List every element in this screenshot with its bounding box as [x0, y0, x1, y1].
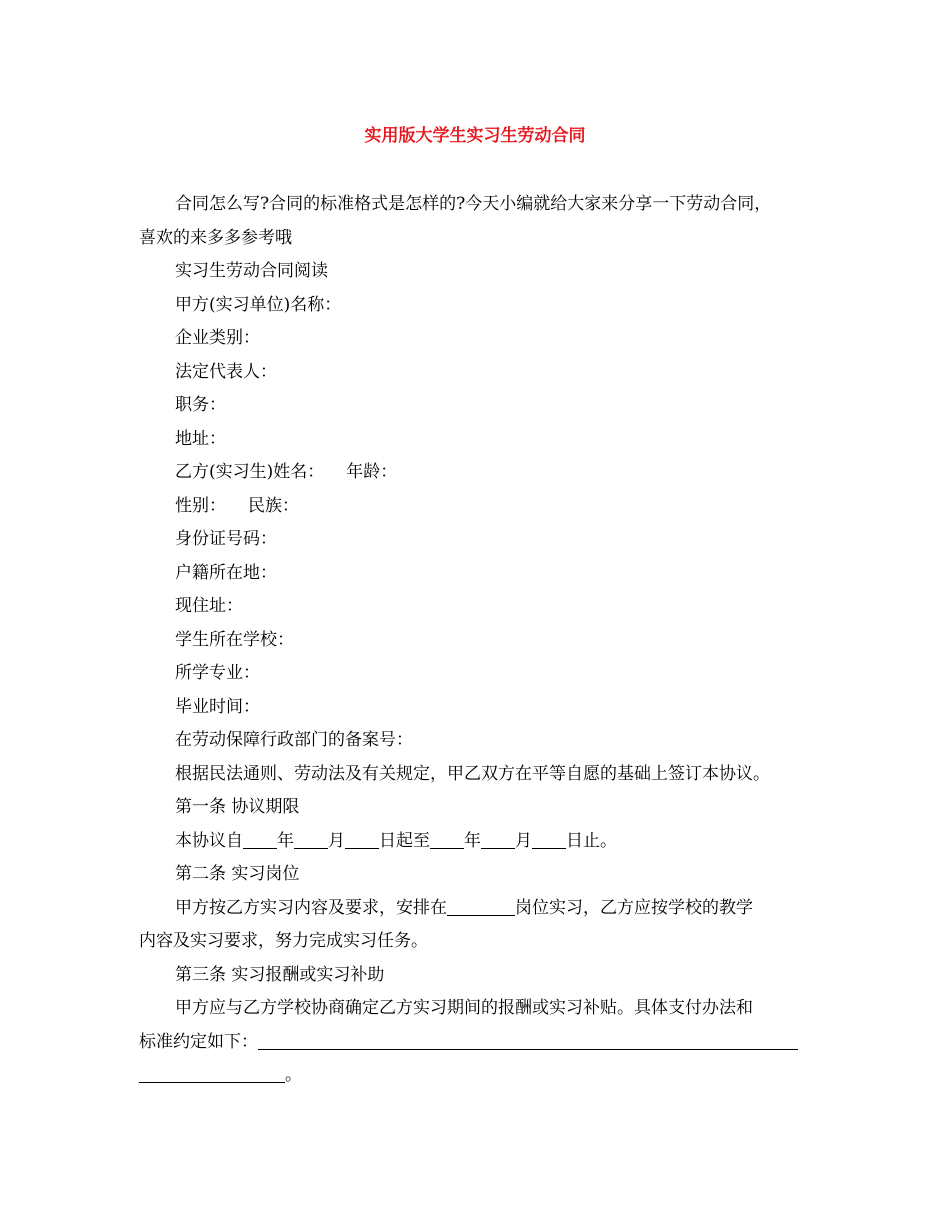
field-graduation: 毕业时间： — [175, 696, 260, 717]
intro-line-2: 喜欢的来多多参考哦 — [139, 227, 292, 248]
field-position: 职务： — [175, 395, 226, 415]
document-title: 实用版大学生实习生劳动合同 — [364, 126, 586, 146]
field-gender-ethnicity — [139, 490, 829, 524]
blank-line — [430, 831, 464, 849]
field-current-address: 现住址： — [175, 596, 243, 616]
article3-text: 。 — [285, 1065, 302, 1085]
field-school: 学生所在学校： — [175, 629, 294, 650]
field-major: 所学专业： — [175, 663, 260, 683]
article3-line-3 — [139, 1059, 829, 1093]
field-party-a-name: 甲方(实习单位)名称： — [175, 294, 342, 315]
article1-term — [139, 825, 829, 859]
article1-heading: 第一条 协议期限 — [175, 797, 300, 817]
field-household: 户籍所在地： — [175, 562, 277, 583]
term-text: 年 — [277, 830, 294, 851]
article3-line-1: 甲方应与乙方学校协商确定乙方实习期间的报酬或实习补贴。具体支付办法和 — [175, 998, 753, 1018]
field-gender: 性别： — [175, 495, 226, 516]
field-filing-number: 在劳动保障行政部门的备案号： — [175, 730, 413, 750]
field-id-number: 身份证号码： — [175, 529, 277, 549]
term-text: 日起至 — [379, 830, 430, 851]
field-address: 地址： — [175, 428, 226, 449]
blank-line — [243, 831, 277, 849]
term-text: 日止。 — [566, 830, 617, 851]
intro-line-1: 合同怎么写?合同的标准格式是怎样的?今天小编就给大家来分享一下劳动合同， — [175, 194, 772, 214]
article2-text: 甲方按乙方实习内容及要求，安排在 — [175, 897, 447, 918]
blank-line — [139, 1065, 285, 1083]
field-ethnicity: 民族： — [248, 495, 299, 516]
blank-line — [447, 898, 515, 916]
term-text: 月 — [328, 830, 345, 851]
term-text: 月 — [515, 830, 532, 851]
article3-text: 标准约定如下： — [139, 1031, 258, 1052]
section-heading: 实习生劳动合同阅读 — [175, 261, 328, 281]
article2-line-2: 内容及实习要求，努力完成实习任务。 — [139, 931, 428, 951]
field-party-b-name: 乙方(实习生)姓名： — [175, 462, 325, 482]
preamble: 根据民法通则、劳动法及有关规定，甲乙双方在平等自愿的基础上签订本协议。 — [175, 763, 770, 784]
blank-line — [258, 1032, 798, 1050]
article2-line-1 — [139, 892, 829, 926]
blank-line — [481, 831, 515, 849]
field-legal-rep: 法定代表人： — [175, 361, 277, 382]
article2-text: 岗位实习，乙方应按学校的教学 — [515, 897, 753, 918]
blank-line — [345, 831, 379, 849]
article2-heading: 第二条 实习岗位 — [175, 864, 300, 884]
article3-line-2 — [139, 1026, 829, 1060]
document-body — [139, 188, 829, 1093]
term-text: 本协议自 — [175, 830, 243, 851]
field-age: 年龄： — [346, 462, 398, 482]
field-enterprise-type: 企业类别： — [175, 328, 260, 348]
article3-heading: 第三条 实习报酬或实习补助 — [175, 964, 385, 985]
term-text: 年 — [464, 830, 481, 851]
blank-line — [294, 831, 328, 849]
blank-line — [532, 831, 566, 849]
field-party-b-name-age — [139, 456, 829, 490]
